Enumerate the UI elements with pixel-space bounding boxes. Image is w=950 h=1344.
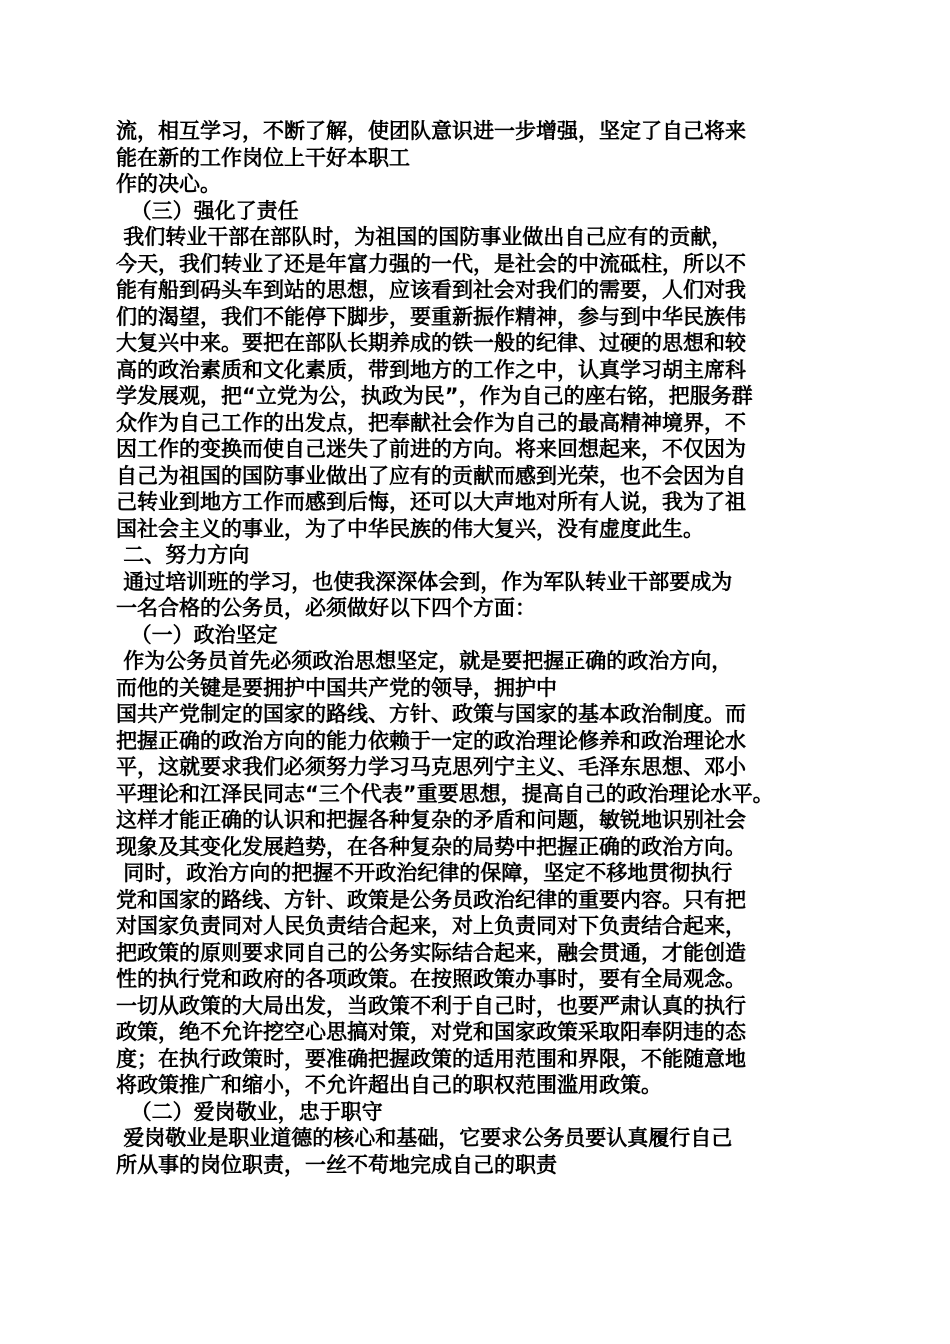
text-line: 作的决心。 <box>116 172 221 196</box>
text-line: 把握正确的政治方向的能力依赖于一定的政治理论修养和政治理论水 <box>116 728 746 753</box>
text-line: 性的执行党和政府的各项政策。在按照政策办事时，要有全局观念。 <box>116 967 746 991</box>
text-line: 把政策的原则要求同自己的公务实际结合起来，融会贯通，才能创造 <box>116 940 746 965</box>
text-line: 作为公务员首先必须政治思想坚定，就是要把握正确的政治方向， <box>116 649 733 673</box>
text-line: 一切从政策的大局出发，当政策不利于自己时，也要严肃认真的执行 <box>116 993 746 1018</box>
text-line: 因工作的变换而使自己迷失了前进的方向。将来回想起来，不仅因为 <box>116 437 746 461</box>
text-line: 国社会主义的事业，为了中华民族的伟大复兴，没有虚度此生。 <box>116 516 704 541</box>
text-line: 们的渴望，我们不能停下脚步，要重新振作精神，参与到中华民族伟 <box>116 304 746 329</box>
document-body <box>116 118 841 1178</box>
text-line: （三）强化了责任 <box>116 198 299 223</box>
text-line: 己转业到地方工作而感到后悔，还可以大声地对所有人说，我为了祖 <box>116 490 746 514</box>
text-line: 同时，政治方向的把握不开政治纪律的保障，坚定不移地贯彻执行 <box>116 861 733 885</box>
text-line: 所从事的岗位职责，一丝不苟地完成自己的职责 <box>116 1152 557 1177</box>
text-line: 流，相互学习，不断了解，使团队意识进一步增强，坚定了自己将来 <box>116 119 746 143</box>
text-line: 现象及其变化发展趋势，在各种复杂的局势中把握正确的政治方向。 <box>116 834 746 859</box>
text-line: 国共产党制定的国家的路线、方针、政策与国家的基本政治制度。而 <box>116 702 746 726</box>
text-line: 一名合格的公务员，必须做好以下四个方面： <box>116 596 536 620</box>
text-line: 而他的关键是要拥护中国共产党的领导，拥护中 <box>116 675 557 700</box>
text-line: 平理论和江泽民同志“三个代表”重要思想，提高自己的政治理论水平。 <box>116 781 774 806</box>
text-line: 今天，我们转业了还是年富力强的一代，是社会的中流砥柱，所以不 <box>116 251 746 276</box>
text-line: 政策，绝不允许挖空心思搞对策，对党和国家政策采取阳奉阴违的态 <box>116 1020 746 1044</box>
text-line: （一）政治坚定 <box>116 622 278 647</box>
text-line: 这样才能正确的认识和把握各种复杂的矛盾和问题，敏锐地识别社会 <box>116 808 746 832</box>
text-line: 我们转业干部在部队时，为祖国的国防事业做出自己应有的贡献， <box>116 225 733 249</box>
text-line: 大复兴中来。要把在部队长期养成的铁一般的纪律、过硬的思想和较 <box>116 331 746 355</box>
text-line: 二、努力方向 <box>116 543 250 567</box>
text-line: 高的政治素质和文化素质，带到地方的工作之中，认真学习胡主席科 <box>116 357 746 382</box>
text-line: 学发展观，把“立党为公，执政为民”，作为自己的座右铭，把服务群 <box>116 384 753 408</box>
text-line: 能在新的工作岗位上干好本职工 <box>116 145 410 170</box>
text-line: 爱岗敬业是职业道德的核心和基础，它要求公务员要认真履行自己 <box>116 1126 733 1150</box>
text-line: 平，这就要求我们必须努力学习马克思列宁主义、毛泽东思想、邓小 <box>116 755 746 779</box>
text-line: （二）爱岗敬业，忠于职守 <box>116 1099 383 1124</box>
text-line: 将政策推广和缩小，不允许超出自己的职权范围滥用政策。 <box>116 1073 662 1097</box>
text-line: 能有船到码头车到站的思想，应该看到社会对我们的需要，人们对我 <box>116 278 746 302</box>
text-line: 度；在执行政策时，要准确把握政策的适用范围和界限，不能随意地 <box>116 1046 746 1071</box>
text-line: 众作为自己工作的出发点，把奉献社会作为自己的最高精神境界，不 <box>116 410 746 435</box>
text-line: 自己为祖国的国防事业做出了应有的贡献而感到光荣，也不会因为自 <box>116 463 746 488</box>
text-line: 对国家负责同对人民负责结合起来，对上负责同对下负责结合起来， <box>116 914 746 938</box>
text-line: 党和国家的路线、方针、政策是公务员政治纪律的重要内容。只有把 <box>116 887 746 912</box>
text-line: 通过培训班的学习，也使我深深体会到，作为军队转业干部要成为 <box>116 569 733 594</box>
